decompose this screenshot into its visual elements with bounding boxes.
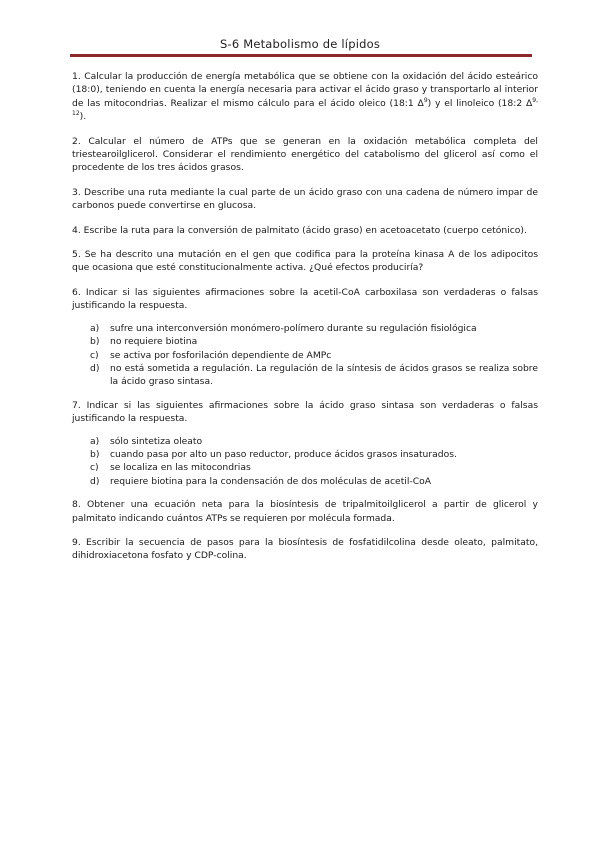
list-item: b) cuando pasa por alto un paso reductor, produce ácidos grasos insaturados.: [90, 448, 457, 460]
question-7-options: [72, 435, 538, 489]
question-1: 1. Calcular la producción de energía metabólica que se obtiene con la oxidación del ácido esteárico (18:0), teniendo en cuenta la energía necesaria para activar el ácido graso y transportarlo al interior de las mitocondrias. Realizar el mismo cálculo para el ácido oleico (18:1 $\Delta^9$) y el linoleico (18:2 Δ$^{9, 12}$).: [72, 71, 538, 123]
superscript-9-12: 9, 12: [72, 96, 538, 118]
questions-body: [72, 70, 538, 574]
superscript-9: 9: [423, 96, 428, 104]
question-2: 2. Calcular el número de ATPs que se generan en la oxidación metabólica completa del triestearoilglicerol. Considerar el rendimiento energético del catabolismo del glicerol así como el procedente de los tres ácidos grasos.: [72, 135, 538, 174]
list-item: a) sufre una interconversión monómero-polímero durante su regulación fisiológica: [90, 322, 477, 334]
list-item: a) sólo sintetiza oleato: [90, 435, 203, 447]
header-divider: [70, 54, 532, 57]
list-item: d) requiere biotina para la condensación de dos moléculas de acetil-CoA: [90, 475, 432, 487]
question-5: 5. Se ha descrito una mutación en el gen que codifica para la proteína kinasa A de los adipocitos que ocasiona que esté constitucionalmente activa. ¿Qué efectos produciría?: [72, 249, 538, 274]
question-8: 8. Obtener una ecuación neta para la biosíntesis de tripalmitoilglicerol a partir de glicerol y palmitato indicando cuántos ATPs se requieren por molécula formada.: [72, 499, 538, 524]
list-item: c) se localiza en las mitocondrias: [90, 462, 251, 474]
question-9: 9. Escribir la secuencia de pasos para la biosíntesis de fosfatidilcolina desde oleato, palmitato, dihidroxiacetona fosfato y CDP-colina.: [72, 536, 538, 562]
list-item: b) no requiere biotina: [90, 336, 198, 348]
list-item: d) no está sometida a regulación. La regulación de la síntesis de ácidos grasos se realiza sobre la ácido graso sintasa.: [90, 362, 538, 388]
question-3: 3. Describe una ruta mediante la cual parte de un ácido graso con una cadena de número impar de carbonos puede convertirse en glucosa.: [72, 186, 538, 212]
question-6-options: [72, 322, 538, 389]
list-item: c) se activa por fosforilación dependiente de AMPc: [90, 349, 332, 361]
question-4: 4. Escribe la ruta para la conversión de palmitato (ácido graso) en acetoacetato (cuerpo cetónico).: [72, 224, 527, 236]
question-7: 7. Indicar si las siguientes afirmaciones sobre la ácido graso sintasa son verdaderas o falsas justificando la respuesta.: [72, 399, 538, 425]
question-6: 6. Indicar si las siguientes afirmaciones sobre la acetil-CoA carboxilasa son verdaderas o falsas justificando la respuesta.: [72, 286, 538, 312]
page-header-title: S-6 Metabolismo de lípidos: [219, 37, 381, 51]
